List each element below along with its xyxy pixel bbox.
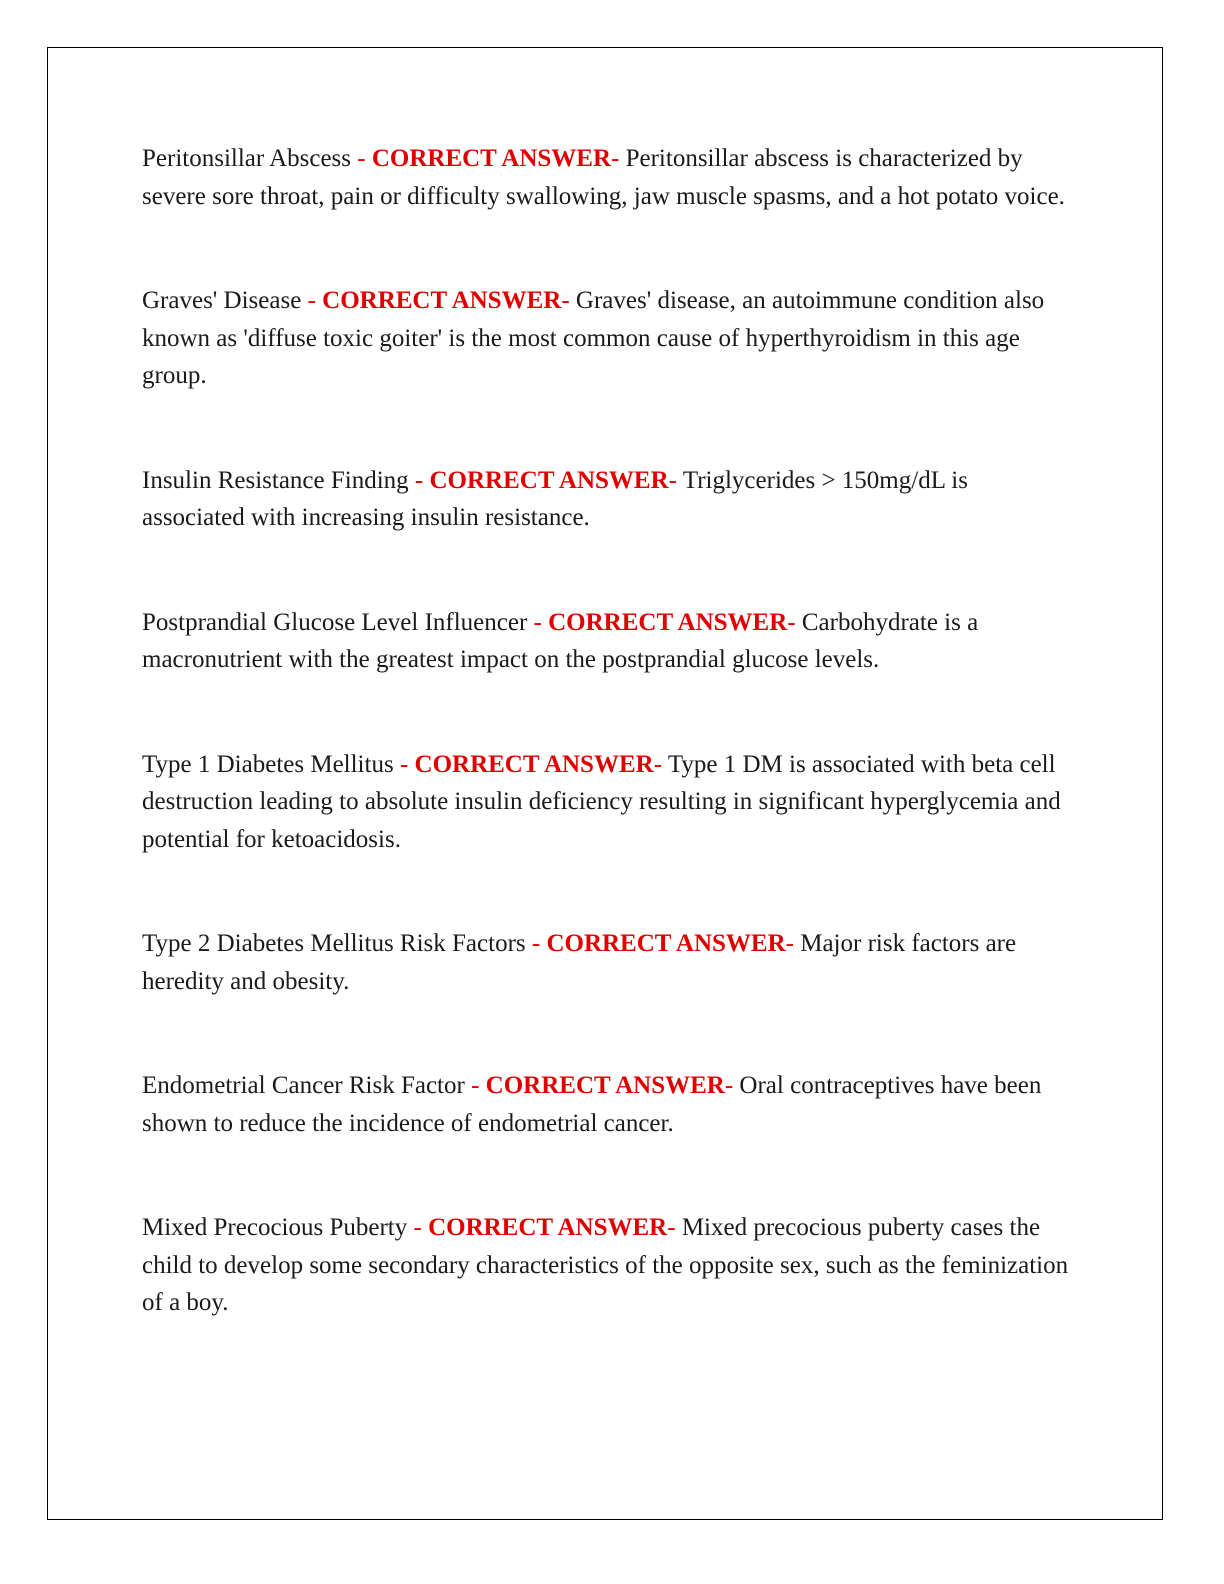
flashcard-entry (142, 746, 1072, 859)
answer-suffix: - (724, 1072, 734, 1099)
answer-separator: - (471, 1072, 480, 1099)
flashcard-entry (142, 1209, 1072, 1322)
answer-separator: - (531, 930, 541, 957)
entry-term: Type 2 Diabetes Mellitus Risk Factors (142, 930, 526, 957)
answer-label: CORRECT ANSWER (485, 1072, 725, 1099)
answer-separator: - (357, 145, 366, 172)
entry-term: Mixed Precocious Puberty (142, 1214, 408, 1241)
answer-suffix: - (653, 750, 663, 778)
entry-answer: Triglycerides > 150mg/dL is associated with increasing insulin resistance. (142, 466, 968, 531)
answer-suffix: - (785, 930, 794, 957)
answer-label: CORRECT ANSWER (414, 750, 654, 778)
entry-term: Endometrial Cancer Risk Factor (142, 1072, 465, 1099)
answer-label: CORRECT ANSWER (429, 466, 669, 494)
answer-label: CORRECT ANSWER (548, 608, 788, 636)
answer-suffix: - (611, 145, 620, 172)
answer-separator: - (533, 608, 542, 636)
entry-answer: Peritonsillar abscess is characterized by severe sore throat, pain or difficulty swallowing, jaw muscle spasms, and a hot potato voice. (142, 145, 1065, 210)
entry-answer: Type 1 DM is associated with beta cell destruction leading to absolute insulin deficiency resulting in significant hyperglycemia and potential for ketoacidosis. (142, 750, 1061, 853)
answer-separator: - (413, 1214, 422, 1241)
entry-term: Postprandial Glucose Level Influencer (142, 608, 528, 636)
answer-label: CORRECT ANSWER (428, 1214, 668, 1241)
entry-answer: Graves' disease, an autoimmune condition also known as 'diffuse toxic goiter' is the most common cause of hyperthyroidism in this age group. (142, 287, 1045, 389)
entry-answer: Mixed precocious puberty cases the child to develop some secondary characteristics of the opposite sex, such as the feminization of a boy. (142, 1214, 1069, 1316)
answer-suffix: - (667, 1214, 676, 1241)
flashcard-entry (142, 604, 1072, 679)
answer-label: CORRECT ANSWER (371, 145, 612, 172)
flashcard-list (142, 140, 1072, 1322)
entry-term: Insulin Resistance Finding (142, 466, 409, 494)
answer-separator: - (307, 287, 316, 314)
flashcard-entry (142, 1067, 1072, 1142)
entry-term: Peritonsillar Abscess (142, 145, 352, 172)
entry-answer: Oral contraceptives have been shown to reduce the incidence of endometrial cancer. (142, 1072, 1042, 1137)
flashcard-entry (142, 462, 1072, 537)
answer-suffix: - (561, 287, 570, 314)
flashcard-entry (142, 925, 1072, 1000)
answer-label: CORRECT ANSWER (322, 287, 562, 314)
entry-answer: Major risk factors are heredity and obesity. (142, 930, 1017, 995)
entry-term: Graves' Disease (142, 287, 302, 314)
answer-separator: - (399, 750, 409, 778)
flashcard-entry (142, 140, 1072, 215)
answer-label: CORRECT ANSWER (546, 930, 786, 957)
entry-answer: Carbohydrate is a macronutrient with the greatest impact on the postprandial glucose levels. (142, 608, 979, 673)
answer-separator: - (414, 466, 424, 494)
flashcard-entry (142, 282, 1072, 395)
entry-term: Type 1 Diabetes Mellitus (142, 750, 394, 778)
answer-suffix: - (668, 466, 677, 494)
answer-suffix: - (787, 608, 796, 636)
